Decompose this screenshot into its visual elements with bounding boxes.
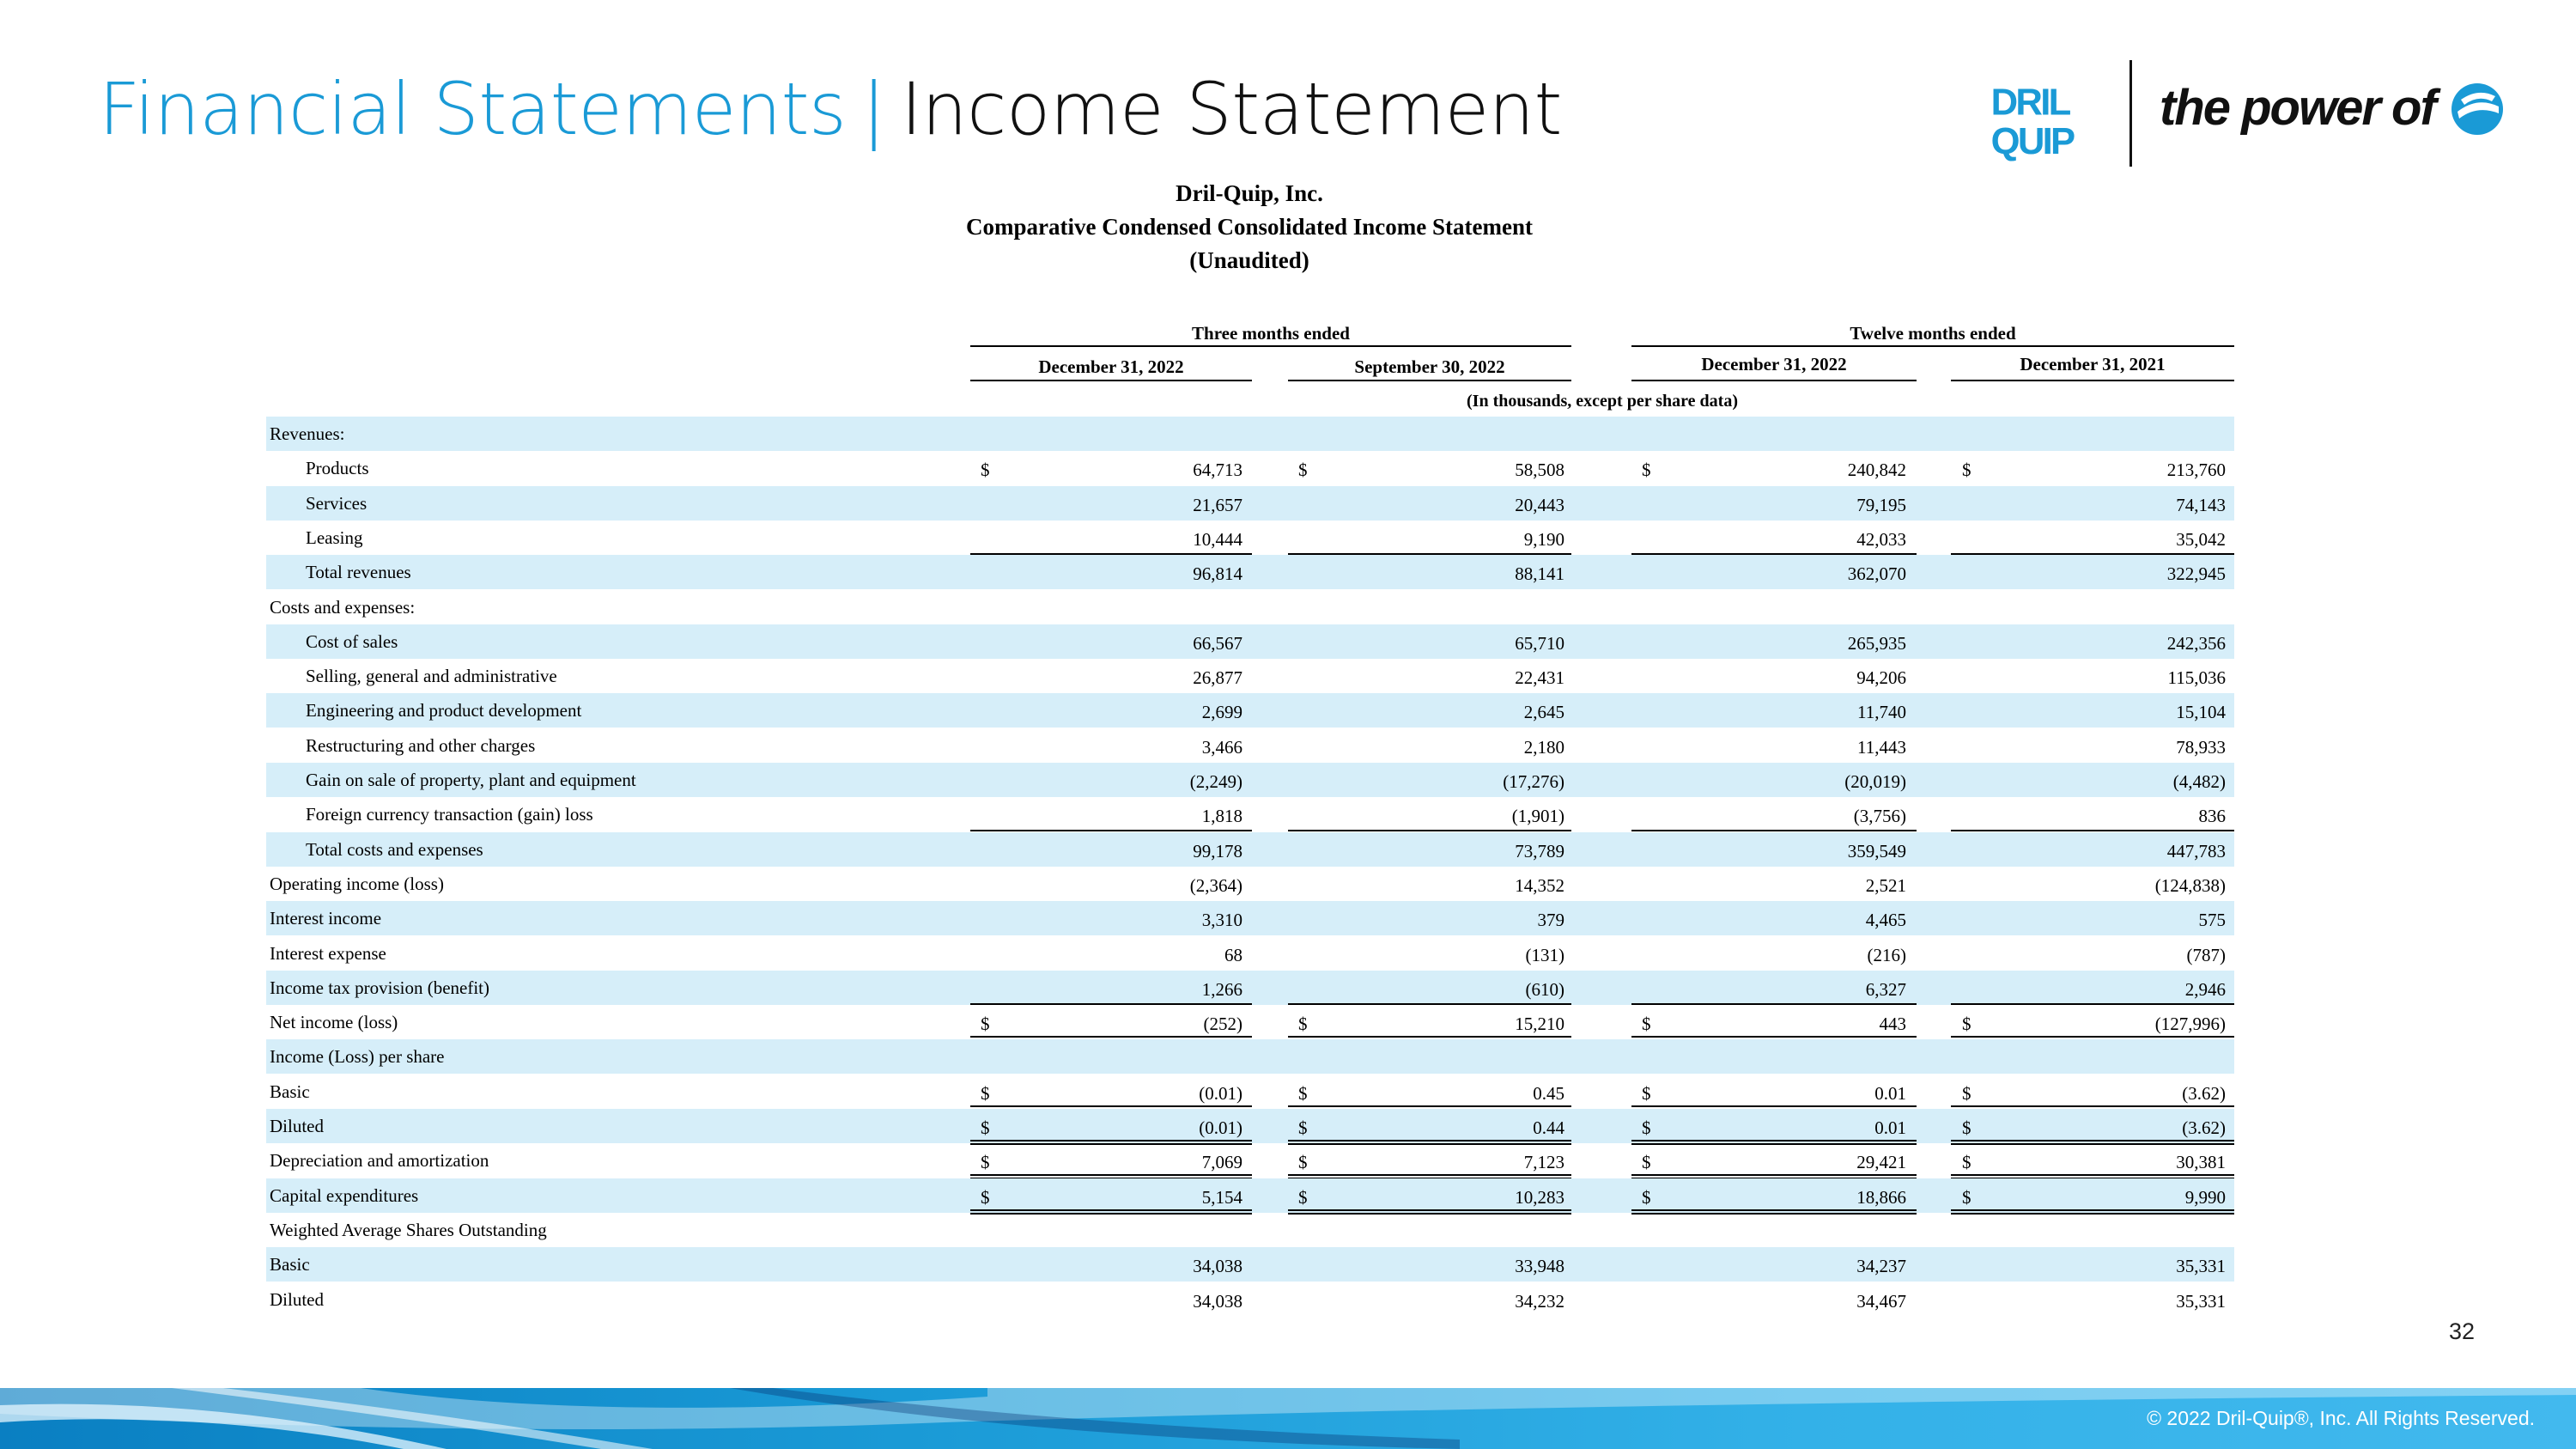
value-cell: (610) (1525, 979, 1564, 1000)
value-cell: 4,465 (1865, 910, 1906, 930)
currency-symbol: $ (1298, 1014, 1308, 1034)
row-label: Foreign currency transaction (gain) loss (306, 804, 593, 825)
value-cell: 240,842 (1847, 460, 1906, 480)
currency-symbol: $ (1642, 1152, 1651, 1172)
table-row (266, 1213, 2234, 1247)
value-cell: 35,042 (2176, 529, 2226, 550)
value-cell: 1,818 (1201, 806, 1242, 826)
value-cell: 79,195 (1856, 495, 1906, 515)
row-label: Depreciation and amortization (270, 1150, 489, 1171)
title-sub: Income Statement (901, 67, 1562, 151)
value-cell: 34,467 (1856, 1291, 1906, 1312)
row-label: Products (306, 458, 369, 478)
row-label: Interest expense (270, 943, 386, 964)
logo-divider (2129, 60, 2132, 167)
value-cell: 836 (2198, 806, 2226, 826)
period-group-three-months: Three months ended (1192, 323, 1350, 344)
value-cell: (787) (2186, 945, 2226, 965)
currency-symbol: $ (1962, 1152, 1971, 1172)
currency-symbol: $ (1642, 1117, 1651, 1138)
value-cell: 362,070 (1847, 563, 1906, 584)
value-cell: 15,210 (1515, 1014, 1564, 1034)
row-label: Income tax provision (benefit) (270, 977, 489, 998)
table-row (266, 763, 2234, 797)
report-company: Dril-Quip, Inc. (1176, 180, 1323, 206)
value-cell: 11,740 (1857, 702, 1906, 722)
value-cell: (1,901) (1511, 806, 1564, 826)
value-cell: 35,331 (2176, 1256, 2226, 1276)
row-label: Cost of sales (306, 631, 398, 652)
value-cell: (127,996) (2154, 1014, 2226, 1034)
column-header: December 31, 2022 (1701, 354, 1847, 374)
value-cell: 88,141 (1515, 563, 1564, 584)
value-cell: 99,178 (1193, 841, 1242, 861)
table-row (266, 901, 2234, 935)
currency-symbol: $ (1298, 1152, 1308, 1172)
table-row (266, 832, 2234, 867)
page-number: 32 (2449, 1318, 2476, 1344)
value-cell: 34,038 (1193, 1291, 1242, 1312)
table-row (266, 486, 2234, 521)
currency-symbol: $ (1298, 1117, 1308, 1138)
value-cell: (3.62) (2182, 1117, 2226, 1138)
value-cell: 21,657 (1193, 495, 1242, 515)
value-cell: 0.44 (1533, 1117, 1564, 1138)
value-cell: 14,352 (1515, 875, 1564, 896)
period-group-rule (1631, 345, 2234, 347)
column-header-rule (1631, 380, 1917, 381)
row-label: Basic (270, 1254, 310, 1275)
value-cell: 64,713 (1193, 460, 1242, 480)
table-row (266, 1247, 2234, 1282)
currency-symbol: $ (1962, 1117, 1971, 1138)
table-row (266, 1109, 2234, 1143)
value-cell: (4,482) (2172, 771, 2226, 792)
subtotal-rule (970, 830, 1252, 831)
value-cell: 1,266 (1201, 979, 1242, 1000)
value-cell: 78,933 (2176, 737, 2226, 758)
currency-symbol: $ (981, 460, 990, 480)
value-cell: 15,104 (2176, 702, 2226, 722)
table-row (266, 1005, 2234, 1039)
currency-symbol: $ (981, 1014, 990, 1034)
currency-symbol: $ (1642, 460, 1651, 480)
report-status: (Unaudited) (1189, 247, 1309, 273)
value-cell: (3.62) (2182, 1083, 2226, 1104)
table-row (266, 1075, 2234, 1109)
value-cell: (252) (1203, 1014, 1242, 1034)
value-cell: 2,521 (1865, 875, 1906, 896)
value-cell: 115,036 (2167, 667, 2226, 688)
table-row (266, 1178, 2234, 1213)
column-header: December 31, 2022 (1038, 356, 1184, 377)
table-row (266, 417, 2234, 451)
value-cell: 213,760 (2166, 460, 2226, 480)
logo-line2: QUIP (1990, 121, 2074, 163)
row-label: Total costs and expenses (306, 839, 483, 860)
dril-quip-logo (1988, 60, 2503, 172)
currency-symbol: $ (1962, 1083, 1971, 1104)
value-cell: 2,180 (1523, 737, 1564, 758)
value-cell: 66,567 (1193, 633, 1242, 654)
table-row (266, 624, 2234, 659)
value-cell: 265,935 (1847, 633, 1906, 654)
value-cell: 33,948 (1515, 1256, 1564, 1276)
value-cell: 242,356 (2166, 633, 2226, 654)
row-label: Operating income (loss) (270, 874, 444, 894)
row-label: Restructuring and other charges (306, 735, 536, 756)
column-header: September 30, 2022 (1354, 356, 1505, 377)
report-statement-title: Comparative Condensed Consolidated Income Statement (966, 214, 1533, 240)
period-group-twelve-months: Twelve months ended (1850, 323, 2016, 344)
value-cell: (124,838) (2154, 875, 2226, 896)
value-cell: (2,364) (1189, 875, 1242, 896)
table-row (266, 728, 2234, 763)
row-label: Net income (loss) (270, 1012, 398, 1032)
value-cell: 0.01 (1874, 1083, 1906, 1104)
subtotal-rule (1951, 830, 2234, 831)
currency-symbol: $ (1962, 1014, 1971, 1034)
value-cell: 35,331 (2176, 1291, 2226, 1312)
value-cell: 0.45 (1533, 1083, 1564, 1104)
value-cell: 20,443 (1515, 495, 1564, 515)
row-label: Revenues: (270, 423, 345, 444)
units-note: (In thousands, except per share data) (1467, 392, 1738, 411)
value-cell: 22,431 (1515, 667, 1564, 688)
row-label: Services (306, 493, 368, 514)
value-cell: 3,466 (1201, 737, 1242, 758)
currency-symbol: $ (1962, 460, 1971, 480)
row-label: Selling, general and administrative (306, 666, 557, 686)
copyright-notice: © 2022 Dril-Quip®, Inc. All Rights Reserved. (2147, 1407, 2535, 1429)
currency-symbol: $ (1298, 460, 1308, 480)
table-row (266, 1143, 2234, 1178)
value-cell: 575 (2198, 910, 2226, 930)
row-label: Basic (270, 1081, 310, 1102)
subtotal-rule (1288, 830, 1571, 831)
dril-quip-logo-mark-icon (1988, 77, 2074, 163)
table-row (266, 555, 2234, 589)
value-cell: 7,069 (1201, 1152, 1242, 1172)
value-cell: 322,945 (2166, 563, 2226, 584)
table-row (266, 1282, 2234, 1317)
value-cell: 7,123 (1523, 1152, 1564, 1172)
subtotal-rule (1631, 830, 1917, 831)
logo-tagline: the power of (2160, 80, 2435, 136)
value-cell: 6,327 (1865, 979, 1906, 1000)
currency-symbol: $ (981, 1187, 990, 1208)
value-cell: 26,877 (1193, 667, 1242, 688)
value-cell: 2,699 (1201, 702, 1242, 722)
value-cell: 42,033 (1856, 529, 1906, 550)
slide-title (99, 67, 1562, 151)
value-cell: (216) (1867, 945, 1906, 965)
value-cell: 18,866 (1856, 1187, 1906, 1208)
currency-symbol: $ (1298, 1187, 1308, 1208)
column-header-rule (1951, 380, 2234, 381)
value-cell: 58,508 (1515, 460, 1564, 480)
value-cell: (17,276) (1503, 771, 1564, 792)
value-cell: (2,249) (1189, 771, 1242, 792)
table-row (266, 590, 2234, 624)
table-row (266, 521, 2234, 555)
value-cell: 34,232 (1515, 1291, 1564, 1312)
value-cell: 73,789 (1515, 841, 1564, 861)
table-row (266, 1039, 2234, 1074)
table-row (266, 797, 2234, 831)
row-label: Diluted (270, 1289, 324, 1310)
value-cell: 94,206 (1856, 667, 1906, 688)
period-group-rule (970, 345, 1571, 347)
currency-symbol: $ (1642, 1083, 1651, 1104)
table-row (266, 451, 2234, 485)
row-label: Interest income (270, 908, 382, 928)
value-cell: 30,381 (2176, 1152, 2226, 1172)
currency-symbol: $ (981, 1083, 990, 1104)
value-cell: 5,154 (1201, 1187, 1242, 1208)
value-cell: 34,237 (1856, 1256, 1906, 1276)
value-cell: 74,143 (2176, 495, 2226, 515)
currency-symbol: $ (981, 1117, 990, 1138)
currency-symbol: $ (1642, 1014, 1651, 1034)
row-label: Gain on sale of property, plant and equipment (306, 770, 636, 790)
value-cell: 68 (1224, 945, 1242, 965)
row-label: Engineering and product development (306, 700, 582, 721)
value-cell: 29,421 (1856, 1152, 1906, 1172)
row-label: Weighted Average Shares Outstanding (270, 1220, 547, 1240)
currency-symbol: $ (1962, 1187, 1971, 1208)
table-row (266, 693, 2234, 728)
value-cell: 9,990 (2184, 1187, 2226, 1208)
value-cell: (3,756) (1853, 806, 1906, 826)
logo-e-swirl-icon (2449, 81, 2506, 137)
value-cell: (0.01) (1199, 1083, 1242, 1104)
value-cell: 443 (1879, 1014, 1906, 1034)
value-cell: (0.01) (1199, 1117, 1242, 1138)
row-label: Total revenues (306, 562, 411, 582)
row-label: Leasing (306, 527, 363, 548)
value-cell: 379 (1537, 910, 1564, 930)
value-cell: 9,190 (1523, 529, 1564, 550)
row-label: Capital expenditures (270, 1185, 419, 1206)
value-cell: 96,814 (1193, 563, 1242, 584)
column-header-rule (970, 380, 1252, 381)
value-cell: 34,038 (1193, 1256, 1242, 1276)
value-cell: 0.01 (1874, 1117, 1906, 1138)
value-cell: 65,710 (1515, 633, 1564, 654)
value-cell: 2,645 (1523, 702, 1564, 722)
table-row (266, 659, 2234, 693)
row-label: Diluted (270, 1116, 324, 1136)
currency-symbol: $ (1642, 1187, 1651, 1208)
value-cell: (20,019) (1844, 771, 1906, 792)
value-cell: 447,783 (2166, 841, 2226, 861)
value-cell: (131) (1525, 945, 1564, 965)
value-cell: 3,310 (1201, 910, 1242, 930)
value-cell: 2,946 (2184, 979, 2226, 1000)
value-cell: 359,549 (1847, 841, 1906, 861)
footer-band (0, 1388, 2576, 1449)
logo-line1: DRIL (1990, 82, 2069, 124)
table-row (266, 936, 2234, 971)
column-header-rule (1288, 380, 1571, 381)
row-label: Costs and expenses: (270, 597, 416, 618)
row-label: Income (Loss) per share (270, 1046, 445, 1067)
table-row (266, 971, 2234, 1005)
title-separator: | (861, 67, 886, 151)
title-main: Financial Statements (99, 67, 847, 151)
value-cell: 10,444 (1193, 529, 1242, 550)
table-row (266, 867, 2234, 901)
column-header: December 31, 2021 (2020, 354, 2166, 374)
value-cell: 11,443 (1857, 737, 1906, 758)
currency-symbol: $ (981, 1152, 990, 1172)
currency-symbol: $ (1298, 1083, 1308, 1104)
value-cell: 10,283 (1515, 1187, 1564, 1208)
